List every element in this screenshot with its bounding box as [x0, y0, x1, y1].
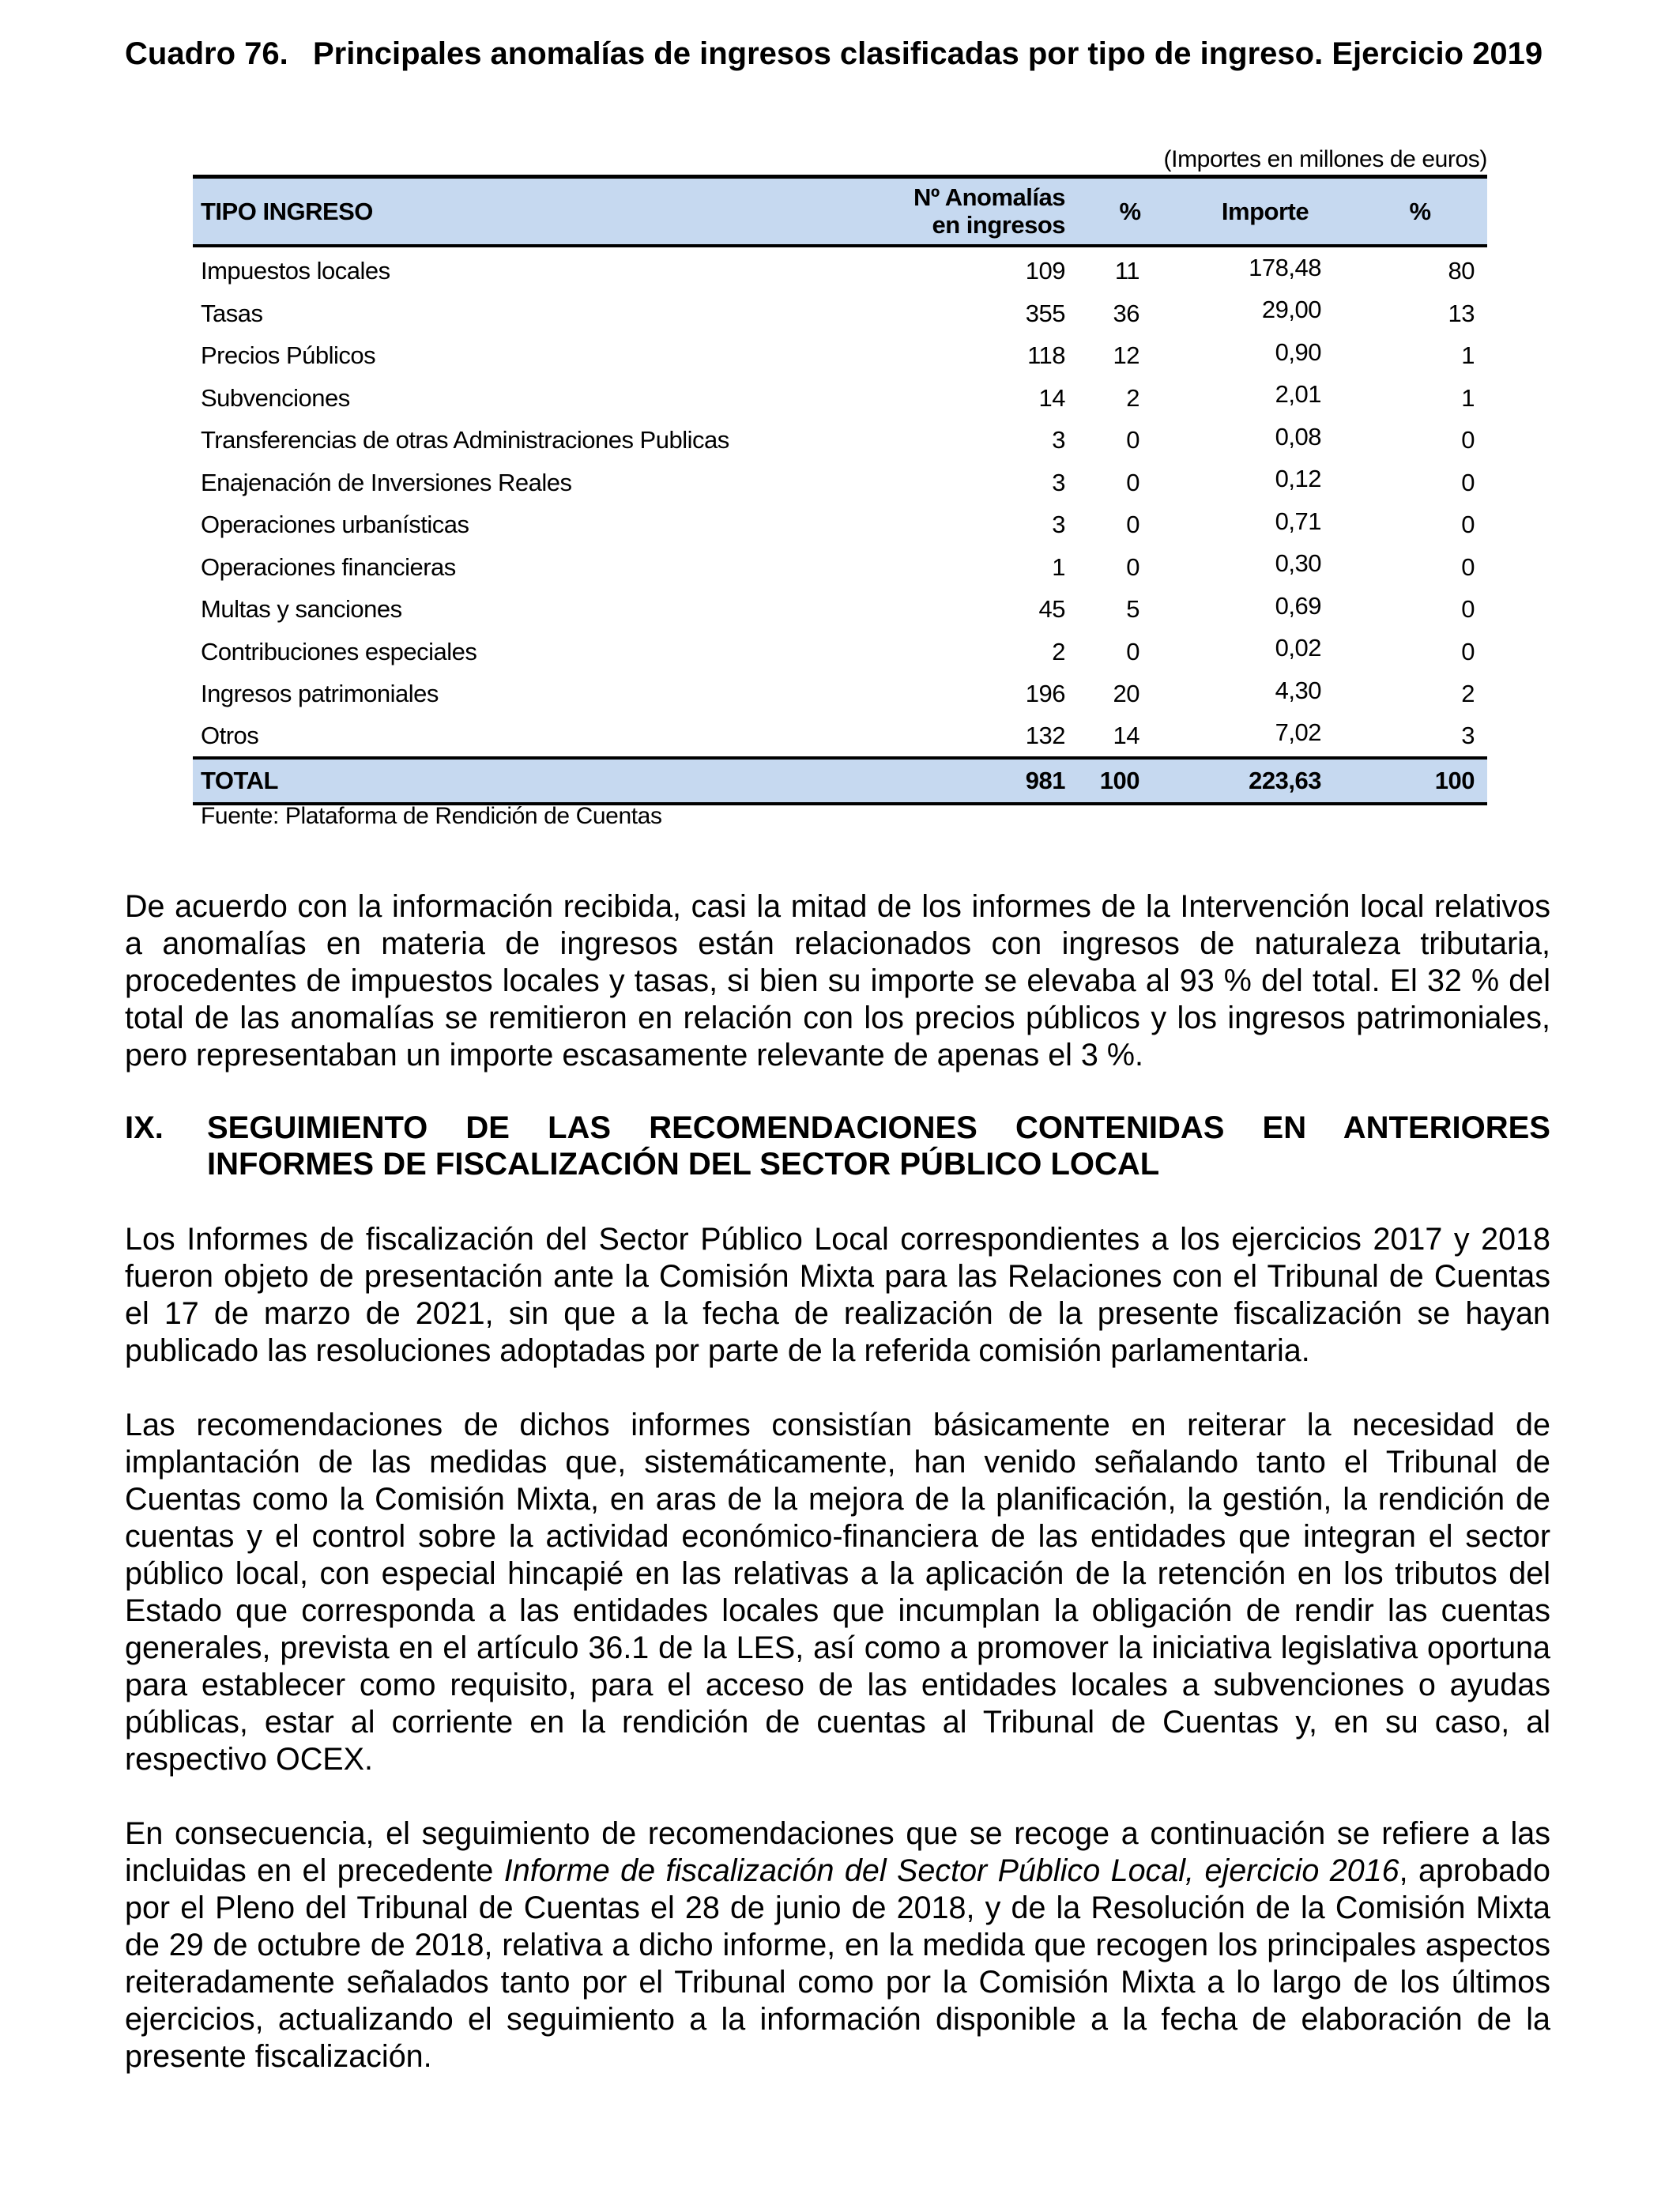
cell-pct-anomalias: 0 [1126, 637, 1139, 665]
cell-importe: 29,00 [1261, 296, 1321, 323]
cell-tipo: Precios Públicos [201, 341, 376, 370]
table-row [193, 589, 1487, 631]
cell-pct-anomalias: 2 [1126, 383, 1139, 412]
total-label: TOTAL [193, 758, 904, 804]
cell-importe: 0,30 [1275, 549, 1321, 577]
cell-anomalias: 355 [1025, 299, 1065, 327]
cell-tipo: Operaciones financieras [201, 552, 456, 581]
table-caption [125, 35, 1550, 73]
paragraph-3: Las recomendaciones de dichos informes consistían básicamente en reiterar la necesidad de implantación de las medidas que, sistemáticamente, han venido señalando tanto el Tribunal de Cuentas como la Comisión Mixta, en aras de la mejora de la planificación, la gestión, la rendición de cuentas y el control sobre la actividad económico-financiera de las entidades que integran el sector público local, con especial hincapié en las relativas a la aplicación de la retención en los tributos del Estado que corresponda a las entidades locales que incumplan la obligación de rendir las cuentas generales, prevista en el artículo 36.1 de la LES, así como a promover la iniciativa legislativa oportuna para establecer como requisito, para el acceso de las entidades locales a subvenciones o ayudas públicas, estar al corriente en la rendición de cuentas al Tribunal de Cuentas y, en su caso, al respectivo OCEX. [125, 1408, 1550, 1777]
cell-pct-importe: 0 [1461, 426, 1475, 454]
cell-importe: 7,02 [1275, 718, 1321, 746]
cell-pct-anomalias: 20 [1113, 680, 1139, 708]
table-row [193, 673, 1487, 716]
cell-pct-anomalias: 0 [1126, 468, 1139, 496]
cell-pct-anomalias: 12 [1113, 341, 1139, 370]
header-pct-importe: % [1353, 177, 1487, 246]
anomalies-table [193, 175, 1487, 805]
table-row [193, 715, 1487, 758]
cell-anomalias: 14 [1038, 383, 1065, 412]
table-total-row [193, 758, 1487, 804]
section-number: IX. [125, 1110, 164, 1145]
cell-importe: 0,71 [1275, 507, 1321, 535]
total-pct-anomalias: 100 [1083, 758, 1177, 804]
cell-importe: 0,08 [1275, 422, 1321, 450]
cell-tipo: Multas y sanciones [201, 595, 402, 624]
cell-pct-anomalias: 0 [1126, 511, 1139, 539]
cell-anomalias: 2 [1052, 637, 1065, 665]
total-importe: 223,63 [1177, 758, 1353, 804]
cell-pct-anomalias: 14 [1113, 721, 1139, 749]
header-anomalias-line2: en ingresos [932, 211, 1065, 239]
cell-anomalias: 196 [1025, 680, 1065, 708]
cell-tipo: Contribuciones especiales [201, 637, 477, 665]
total-pct-importe: 100 [1353, 758, 1487, 804]
cell-anomalias: 3 [1052, 468, 1065, 496]
cell-pct-importe: 3 [1461, 721, 1475, 749]
paragraph-4 [125, 1815, 1550, 2075]
cell-pct-importe: 1 [1461, 341, 1475, 370]
cell-pct-importe: 0 [1461, 637, 1475, 665]
paragraph-2: Los Informes de fiscalización del Sector Público Local correspondientes a los ejercicios 2017 y 2018 fueron objeto de presentación ante la Comisión Mixta para las Relaciones con el Tribunal de Cuentas el 17 de marzo de 2021, sin que a la fecha de realización de la presente fiscalización se hayan publicado las resoluciones adoptadas por parte de la referida comisión parlamentaria. [125, 1222, 1550, 1368]
cell-tipo: Enajenación de Inversiones Reales [201, 468, 572, 496]
cell-pct-importe: 2 [1461, 680, 1475, 708]
total-anomalias: 981 [904, 758, 1083, 804]
cell-anomalias: 3 [1052, 511, 1065, 539]
header-tipo-ingreso: TIPO INGRESO [193, 177, 904, 246]
paragraph-4-text-end: , aprobado por el Pleno del Tribunal de Cuentas el 28 de junio de 2018, y de la Resolución de la Comisión Mixta de 29 de octubre de 2018, relativa a dicho informe, en la medida que recogen los principales aspectos reiteradamente señalados tanto por el Tribunal como por la Comisión Mixta a lo largo de los últimos ejercicios, actualizando el seguimiento a la información disponible a la fecha de elaboración de la presente fiscalización. [125, 1853, 1550, 2074]
section-heading [125, 1110, 1550, 1182]
cell-importe: 4,30 [1275, 676, 1321, 704]
cell-pct-anomalias: 0 [1126, 426, 1139, 454]
cell-anomalias: 3 [1052, 426, 1065, 454]
caption-number: Cuadro 76. [125, 36, 288, 71]
cell-tipo: Impuestos locales [201, 257, 390, 285]
cell-importe: 178,48 [1249, 253, 1321, 281]
cell-tipo: Operaciones urbanísticas [201, 511, 469, 539]
table-row [193, 546, 1487, 589]
report-title-italic: Informe de fiscalización del Sector Público Local, ejercicio 2016 [503, 1853, 1399, 1888]
table-row [193, 335, 1487, 378]
cell-tipo: Ingresos patrimoniales [201, 680, 439, 708]
cell-pct-anomalias: 36 [1113, 299, 1139, 327]
header-anomalias [904, 177, 1083, 246]
cell-tipo: Transferencias de otras Administraciones Publicas [201, 426, 729, 454]
paragraph-4-text-start: En consecuencia, el seguimiento de recomendaciones que se recoge a continuación se refiere a las incluidas en el precedente [125, 1816, 1550, 1888]
header-pct-anomalias: % [1083, 177, 1177, 246]
paragraph-1: De acuerdo con la información recibida, casi la mitad de los informes de la Intervención local relativos a anomalías en materia de ingresos están relacionados con ingresos de naturaleza tributaria, procedentes de impuestos locales y tasas, si bien su importe se elevaba al 93 % del total. El 32 % del total de las anomalías se remitieron en relación con los precios públicos y los ingresos patrimoniales, pero representaban un importe escasamente relevante de apenas el 3 %. [125, 889, 1550, 1072]
cell-pct-importe: 13 [1448, 299, 1475, 327]
cell-pct-importe: 0 [1461, 595, 1475, 624]
table-row [193, 631, 1487, 673]
table-row [193, 251, 1487, 293]
cell-anomalias: 118 [1027, 341, 1065, 370]
cell-pct-anomalias: 0 [1126, 552, 1139, 581]
table-header-row [193, 177, 1487, 246]
cell-importe: 2,01 [1275, 380, 1321, 408]
cell-anomalias: 109 [1025, 257, 1065, 285]
cell-importe: 0,02 [1275, 634, 1321, 662]
cell-anomalias: 132 [1025, 721, 1065, 749]
table-row [193, 420, 1487, 462]
cell-importe: 0,12 [1275, 465, 1321, 492]
cell-pct-importe: 1 [1461, 383, 1475, 412]
cell-tipo: Subvenciones [201, 383, 350, 412]
cell-tipo: Tasas [201, 299, 263, 327]
cell-pct-importe: 0 [1461, 511, 1475, 539]
table-row [193, 292, 1487, 335]
table-source: Fuente: Plataforma de Rendición de Cuentas [201, 803, 662, 829]
cell-importe: 0,90 [1275, 337, 1321, 366]
cell-pct-anomalias: 11 [1114, 257, 1139, 285]
header-importe: Importe [1177, 177, 1353, 246]
cell-tipo: Otros [201, 721, 259, 749]
cell-pct-importe: 0 [1461, 552, 1475, 581]
cell-importe: 0,69 [1275, 591, 1321, 620]
header-anomalias-line1: Nº Anomalías [913, 183, 1065, 212]
cell-anomalias: 1 [1052, 552, 1065, 581]
cell-anomalias: 45 [1038, 595, 1065, 624]
table-row [193, 377, 1487, 420]
table-row [193, 504, 1487, 547]
cell-pct-importe: 80 [1448, 257, 1475, 285]
units-note: (Importes en millones de euros) [1163, 146, 1487, 172]
cell-pct-anomalias: 5 [1126, 595, 1139, 624]
cell-pct-importe: 0 [1461, 468, 1475, 496]
caption-title: Principales anomalías de ingresos clasificadas por tipo de ingreso. Ejercicio 2019 [313, 36, 1543, 71]
section-title: SEGUIMIENTO DE LAS RECOMENDACIONES CONTENIDAS EN ANTERIORES INFORMES DE FISCALIZACIÓN DEL SECTOR PÚBLICO LOCAL [207, 1110, 1550, 1182]
table-row [193, 462, 1487, 504]
